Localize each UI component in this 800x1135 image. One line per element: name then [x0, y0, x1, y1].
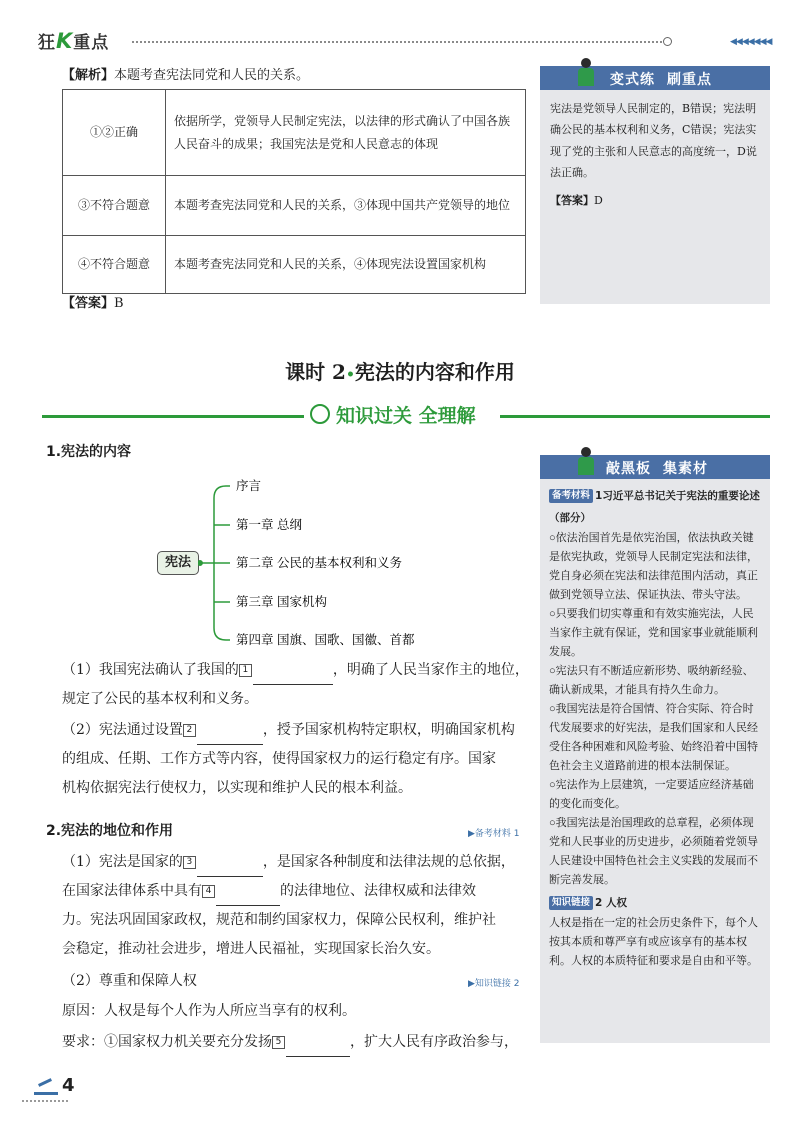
- explanation-cell: 本题考查宪法同党和人民的关系，④体现宪法设置国家机构: [166, 236, 526, 294]
- text-fragment: 会稳定，推动社会进步，增进人民福祉，实现国家长治久安。: [62, 941, 440, 957]
- text-fragment: 力。宪法巩固国家政权，规范和制约国家权力，保障公民权利，维护社: [62, 912, 496, 928]
- brand-logo: [38, 28, 109, 53]
- text-fragment: 要求：①国家权力机关要充分发扬: [62, 1034, 272, 1050]
- table-row: [63, 236, 526, 294]
- blank-number: 2: [183, 724, 196, 737]
- blank-number: 3: [183, 856, 196, 869]
- page-number-badge: [22, 1073, 78, 1101]
- lesson-number: 课时 2: [285, 360, 346, 384]
- brand-part-1: 狂: [38, 33, 56, 53]
- text-fragment: 的法律地位、法律权威和法律效: [280, 883, 476, 899]
- practice-explanation: 宪法是党领导人民制定的，B错误；宪法明确公民的基本权利和义务，C错误；宪法实现了党的主张和人民意志的高度统一，D说法正确。: [550, 102, 757, 180]
- paragraph-5: 原因：人权是每个人作为人所应当享有的权利。: [62, 1003, 356, 1019]
- page-logo-icon: [34, 1079, 58, 1095]
- banner-text: 知识过关 全理解: [336, 405, 476, 427]
- paragraph-6: [62, 1028, 518, 1057]
- human-rights-text: 人权是指在一定的社会历史条件下，每个人按其本质和尊严享有或应该享有的基本权利。人权的本质特征和要求是自由和平等。: [549, 917, 758, 967]
- paragraph-4: （2）尊重和保障人权: [62, 973, 197, 989]
- content-tree: [198, 476, 438, 648]
- header-rule: [132, 41, 662, 43]
- knowledge-link-tag: 知识链接: [549, 896, 593, 910]
- blank-number: 5: [272, 1036, 285, 1049]
- tree-root: 宪法: [157, 551, 199, 575]
- lesson-separator: •: [345, 367, 355, 383]
- answer-value: B: [114, 296, 124, 311]
- analysis-label: 【解析】: [62, 68, 115, 83]
- text-fragment: ，是国家各种制度和法律法规的总依据，: [262, 854, 515, 870]
- paragraph-3: [62, 848, 532, 964]
- fill-blank-5[interactable]: [286, 1039, 350, 1057]
- answer-label: 【答案】: [62, 296, 115, 311]
- reference-link-material-1[interactable]: ▶备考材料 1: [468, 829, 520, 839]
- footer-dots: [22, 1100, 68, 1102]
- practice-title-2: 刷重点: [667, 72, 712, 88]
- fill-blank-1[interactable]: [253, 667, 333, 685]
- practice-sidebox-header: [540, 66, 770, 90]
- materials-title-2: 集素材: [663, 461, 708, 477]
- student-icon: [576, 58, 596, 88]
- table-row: [63, 90, 526, 176]
- paragraph-1: [62, 656, 532, 714]
- option-cell: ③不符合题意: [63, 176, 166, 236]
- fill-blank-4[interactable]: [216, 888, 280, 906]
- text-fragment: 机构依据宪法行使权力，以实现和维护人民的根本利益。: [62, 780, 412, 796]
- material-2-heading: [549, 892, 764, 914]
- material-tag: 备考材料: [549, 489, 593, 503]
- tree-branch-chapter-2: 第二章 公民的基本权利和义务: [236, 556, 402, 570]
- practice-answer-label: 【答案】: [550, 194, 594, 207]
- practice-title: 变式练: [610, 72, 655, 88]
- text-fragment: ，授予国家机构特定职权，明确国家机构: [262, 722, 515, 738]
- text-fragment: ，扩大人民有序政治参与，: [350, 1034, 518, 1050]
- section-heading: 2.宪法的地位和作用: [46, 823, 174, 839]
- brand-part-2: 重点: [73, 33, 110, 53]
- knowledge-icon: [310, 404, 330, 424]
- list-item: ○我国宪法是符合国情、符合实际、符合时代发展要求的好宪法，是我们国家和人民经受住各种困难和风险考验、始终沿着中国特色社会主义道路前进的根本法制保证。: [549, 703, 758, 772]
- list-item: ○宪法作为上层建筑，一定要适应经济基础的变化而变化。: [549, 779, 754, 810]
- material-2-title: 2 人权: [595, 897, 627, 909]
- fill-blank-2[interactable]: [197, 727, 263, 745]
- fill-blank-3[interactable]: [197, 859, 263, 877]
- brand-k: K: [56, 29, 74, 53]
- banner-line-left: [42, 415, 304, 418]
- section-heading: 1.宪法的内容: [46, 444, 132, 460]
- text-fragment: ，明确了人民当家作主的地位，: [332, 662, 529, 678]
- practice-sidebox: [540, 66, 770, 304]
- tree-branch-preamble: 序言: [236, 479, 262, 493]
- list-item: ○依法治国首先是依宪治国，依法执政关键是依宪执政，党领导人民制定宪法和法律，党自身必须在宪法和法律范围内活动，真正做到党领导立法、保证执法、带头守法。: [549, 532, 758, 601]
- text-fragment: 规定了公民的基本权利和义务。: [62, 691, 258, 707]
- blank-number: 4: [202, 885, 215, 898]
- option-cell: ①②正确: [63, 90, 166, 176]
- practice-answer: [550, 192, 603, 208]
- analysis-heading: [62, 64, 309, 83]
- answer-line: [62, 292, 124, 311]
- banner-line-right: [500, 415, 770, 418]
- list-item: ○我国宪法是治国理政的总章程，必须体现党和人民事业的历史进步，必须随着党领导人民建设中国特色社会主义实践的发展而不断完善发展。: [549, 817, 758, 886]
- materials-content: [549, 485, 764, 971]
- reference-link-knowledge-2[interactable]: ▶知识链接 2: [468, 979, 520, 989]
- lesson-title: [0, 356, 800, 385]
- blank-number: 1: [239, 664, 252, 677]
- materials-sidebox: [540, 455, 770, 1043]
- explanation-cell: 本题考查宪法同党和人民的关系，③体现中国共产党领导的地位: [166, 176, 526, 236]
- student-icon: [576, 447, 596, 477]
- list-item: ○宪法只有不断适应新形势、吸纳新经验、确认新成果，才能具有持久生命力。: [549, 665, 754, 696]
- table-row: [63, 176, 526, 236]
- paragraph-2: [62, 716, 532, 803]
- lesson-name: 宪法的内容和作用: [354, 360, 515, 384]
- tree-branch-chapter-4: 第四章 国旗、国歌、国徽、首都: [236, 633, 415, 647]
- page-number: 4: [62, 1075, 75, 1096]
- materials-title: 敲黑板: [606, 461, 651, 477]
- list-item: ○只要我们切实尊重和有效实施宪法，人民当家作主就有保证，党和国家事业就能顺利发展。: [549, 608, 758, 658]
- explanation-cell: 依据所学，党领导人民制定宪法，以法律的形式确认了中国各族人民奋斗的成果；我国宪法是党和人民意志的体现: [166, 90, 526, 176]
- material-1-title: 1习近平总书记关于宪法的重要论述（部分）: [549, 490, 760, 524]
- material-1-heading: [549, 485, 764, 529]
- header-arrows-icon: ◀◀◀◀◀◀◀: [730, 37, 772, 47]
- text-fragment: 的组成、任期、工作方式等内容，使得国家权力的运行稳定有序。国家: [62, 751, 496, 767]
- tree-branch-chapter-1: 第一章 总纲: [236, 518, 302, 532]
- practice-answer-value: D: [594, 194, 603, 207]
- text-fragment: 在国家法律体系中具有: [62, 883, 202, 899]
- text-fragment: （1）我国宪法确认了我国的: [62, 662, 239, 678]
- header-circle-icon: [663, 37, 672, 46]
- section-banner: [308, 400, 498, 430]
- analysis-intro: 本题考查宪法同党和人民的关系。: [114, 68, 310, 83]
- analysis-table: [62, 89, 526, 294]
- tree-branch-chapter-3: 第三章 国家机构: [236, 595, 327, 609]
- text-fragment: （2）宪法通过设置: [62, 722, 183, 738]
- option-cell: ④不符合题意: [63, 236, 166, 294]
- text-fragment: （1）宪法是国家的: [62, 854, 183, 870]
- materials-sidebox-header: [540, 455, 770, 479]
